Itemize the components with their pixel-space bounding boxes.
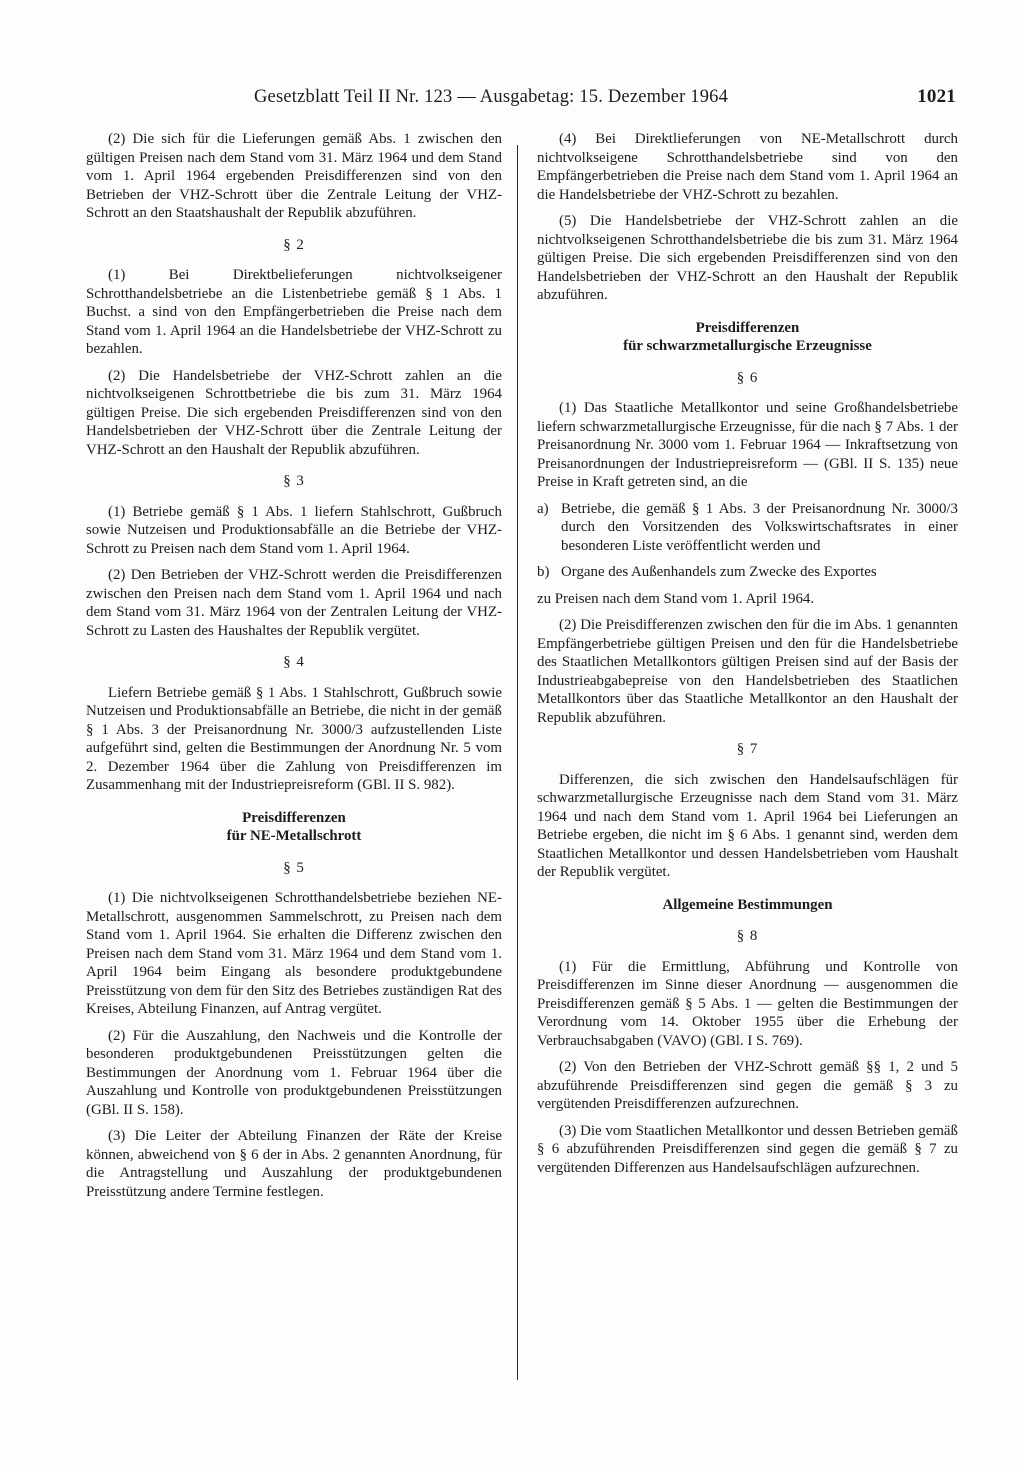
page-number: 1021 (917, 86, 956, 107)
paragraph-s6-1: (1) Das Staatliche Metallkontor und seine Großhandelsbetriebe liefern schwarzmetallurgische Erzeugnisse, für die nach § 7 Abs. 1 der Preisanordnung Nr. 3000 vom 1. Februar 1964 — Inkraftsetzung von Preisanordnungen der Industriepreisreform — (GBl. II S. 135) neue Preise in Kraft getreten sind, an die (537, 400, 958, 490)
column-divider (517, 145, 518, 1380)
paragraph-s1-2: (2) Die sich für die Lieferungen gemäß Abs. 1 zwischen den gültigen Preisen nach dem Stand vom 31. März 1964 und dem Stand vom 1. April 1964 ergebenden Preisdifferenzen sind von den Betrieben der VHZ-Schrott über die Zentrale Leitung der VHZ-Schrott an den Staatshaushalt der Republik abzuführen. (86, 131, 502, 221)
section-3-heading: § 3 (283, 473, 305, 489)
section-2-heading: § 2 (283, 236, 305, 253)
page-header (86, 82, 958, 112)
left-column (86, 130, 502, 1209)
heading-ne-line-2: für NE-Metallschrott (226, 828, 362, 844)
heading-ne-line-1: Preisdifferenzen (242, 809, 346, 826)
list-item-a (537, 500, 958, 556)
list-item-a-text: Betriebe, die gemäß § 1 Abs. 3 der Preisanordnung Nr. 3000/3 durch den Vorsitzenden des Volkswirtschaftsrates in einer besonderen Liste veröffentlicht werden und (561, 500, 958, 554)
paragraph-s3-1: (1) Betriebe gemäß § 1 Abs. 1 liefern Stahlschrott, Gußbruch sowie Nutzeisen und Produktionsabfälle an die Betriebe der VHZ-Schrott zu Preisen nach dem Stand vom 1. April 1964. (86, 503, 502, 557)
heading-ne-metallschrott (86, 809, 502, 846)
paragraph-s5-3: (3) Die Leiter der Abteilung Finanzen der Räte der Kreise können, abweichend von § 6 der in Abs. 2 genannten Anordnung, für die Antragstellung und Auszahlung der produktgebundenen Preisstützung andere Termine festlegen. (86, 1128, 502, 1200)
list-item-b (537, 563, 958, 582)
heading-allgemeine-bestimmungen: Allgemeine Bestimmungen (662, 896, 833, 913)
paragraph-s5-1: (1) Die nichtvolkseigenen Schrotthandelsbetriebe beziehen NE-Metallschrott, ausgenommen Sammelschrott, zu Preisen nach dem Stand vom 1. April 1964. Sie erhalten die Differenz zwischen den Preisen nach dem Stand vom 31. März 1964 und dem Stand vom 1. April 1964 beim Eingang als besondere produktgebundene Preisstützung von dem für den Sitz des Betriebes zuständigen Rat des Kreises, Abteilung Finanzen, auf Antrag vergütet. (86, 890, 502, 1017)
list-item-b-label: b) (537, 564, 550, 580)
paragraph-s6-2: (2) Die Preisdifferenzen zwischen den für die im Abs. 1 genannten Empfängerbetriebe gültigen Preisen und den für die Handelsbetriebe des Staatlichen Metallkontors gültigen Preisen sind auf der Basis der Industrieabgabepreise von den Handelsbetrieben des Staatlichen Metallkontors über das Staatliche Metallkontor an den Haushalt der Republik abzuführen. (537, 617, 958, 726)
running-title: Gesetzblatt Teil II Nr. 123 — Ausgabetag: 15. Dezember 1964 (254, 87, 729, 107)
paragraph-s8-1: (1) Für die Ermittlung, Abführung und Kontrolle von Preisdifferenzen im Sinne dieser Anordnung — ausgenommen die Preisdifferenzen gemäß § 5 Abs. 1 — gelten die Bestimmungen der Verordnung vom 14. Oktober 1955 über die Erhebung der Verbrauchsabgaben (VAVO) (GBl. I S. 769). (537, 958, 958, 1049)
section-6-heading: § 6 (736, 369, 759, 386)
list-item-a-label: a) (537, 500, 549, 517)
heading-schwarzmetallurgie (537, 319, 958, 356)
right-column (537, 130, 958, 1185)
paragraph-s6-1-end: zu Preisen nach dem Stand vom 1. April 1964. (537, 590, 815, 607)
section-7-heading: § 7 (736, 741, 759, 757)
section-5-heading: § 5 (283, 859, 305, 876)
paragraph-s2-1: (1) Bei Direktbelieferungen nichtvolkseigener Schrotthandelsbetriebe an die Listenbetriebe gemäß § 1 Abs. 1 Buchst. a sind von den Empfängerbetrieben die Preise nach dem Stand vom 1. April 1964 an die Handelsbetriebe der VHZ-Schrott zu bezahlen. (86, 267, 502, 357)
paragraph-s3-2: (2) Den Betrieben der VHZ-Schrott werden die Preisdifferenzen zwischen den Preisen nach dem Stand vom 1. April 1964 und nach dem Stand vom 31. März 1964 von der Zentralen Leitung der VHZ-Schrott zu Lasten des Haushaltes der Republik vergütet. (86, 567, 502, 639)
paragraph-s8-3: (3) Die vom Staatlichen Metallkontor und dessen Betrieben gemäß § 6 abzuführenden Preisdifferenzen sind gegen die gemäß § 7 zu vergütenden Differenzen aus Handelsaufschlägen aufzurechnen. (537, 1122, 958, 1176)
section-4-heading: § 4 (283, 654, 305, 670)
paragraph-s4: Liefern Betriebe gemäß § 1 Abs. 1 Stahlschrott, Gußbruch sowie Nutzeisen und Produktionsabfälle an Betriebe, die nicht in der gemäß § 1 Abs. 3 der Preisanordnung Nr. 3000/3 aufzustellenden Liste aufgeführt sind, gelten die Bestimmungen der Anordnung Nr. 5 vom 2. Dezember 1964 über die Zahlung von Preisdifferenzen im Zusammenhang mit der Industriepreisreform (GBl. II S. 982). (86, 684, 502, 793)
paragraph-s5-4: (4) Bei Direktlieferungen von NE-Metallschrott durch nichtvolkseigene Schrotthandelsbetriebe sind von den Empfängerbetrieben die Preise nach dem Stand vom 1. April 1964 an die Handelsbetriebe der VHZ-Schrott zu bezahlen. (537, 131, 958, 203)
section-8-heading: § 8 (736, 928, 759, 944)
paragraph-s2-2: (2) Die Handelsbetriebe der VHZ-Schrott zahlen an die nichtvolkseigenen Schrottbetriebe die bis zum 31. März 1964 gültigen Preise. Die sich ergebenden Preisdifferenzen sind von den Handelsbetrieben der VHZ-Schrott über die Zentrale Leitung der VHZ-Schrott an den Haushalt der Republik abzuführen. (86, 367, 502, 458)
paragraph-s7: Differenzen, die sich zwischen den Handelsaufschlägen für schwarzmetallurgische Erzeugnisse nach dem Stand vom 31. März 1964 und nach dem Stand vom 1. April 1964 bei Lieferungen an Betriebe ergeben, die nicht im § 6 Abs. 1 genannt sind, werden dem Staatlichen Metallkontor und dessen Handelsbetrieben vom Haushalt der Republik vergütet. (537, 771, 958, 880)
paragraph-s5-5: (5) Die Handelsbetriebe der VHZ-Schrott zahlen an die nichtvolkseigenen Schrotthandelsbetriebe die bis zum 31. März 1964 gültigen Preise. Die sich ergebenden Preisdifferenzen sind von den Handelsbetrieben der VHZ-Schrott an den Haushalt der Republik abzuführen. (537, 213, 958, 303)
heading-sm-line-2: für schwarzmetallurgische Erzeugnisse (623, 338, 872, 354)
paragraph-s8-2: (2) Von den Betrieben der VHZ-Schrott gemäß §§ 1, 2 und 5 abzuführende Preisdifferenzen sind gegen die gemäß § 3 zu vergütenden Preisdifferenzen aufzurechnen. (537, 1059, 958, 1112)
paragraph-s5-2: (2) Für die Auszahlung, den Nachweis und die Kontrolle der besonderen produktgebundenen Preisstützungen gelten die Bestimmungen der Anordnung vom 1. Februar 1964 über die Auszahlung und Kontrolle von produktgebundenen Preisstützungen (GBl. II S. 158). (86, 1027, 502, 1118)
heading-sm-line-1: Preisdifferenzen (695, 319, 800, 336)
list-item-b-text: Organe des Außenhandels zum Zwecke des Exportes (561, 564, 877, 580)
